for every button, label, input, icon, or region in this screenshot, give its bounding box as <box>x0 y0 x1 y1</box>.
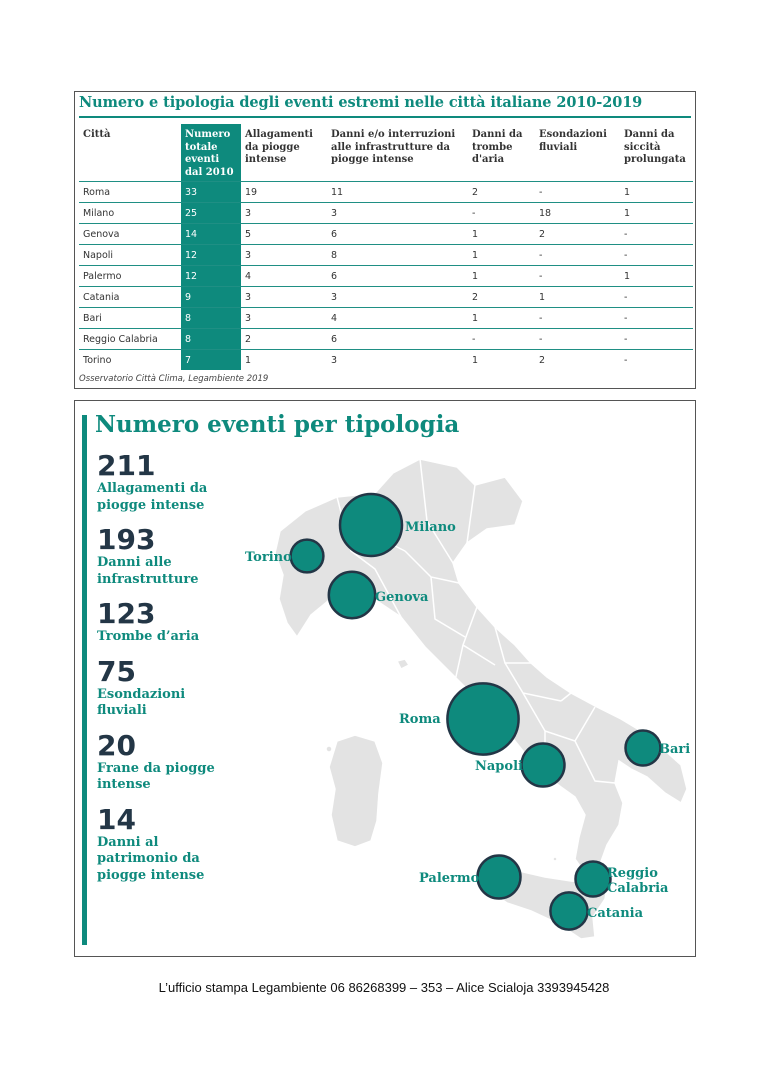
footer-contacts: L’ufficio stampa Legambiente 06 86268399 – 353 – Alice Scialoja 3393945428 <box>158 980 610 995</box>
table-row <box>79 245 693 266</box>
city-cell: Milano <box>79 203 181 224</box>
map-title: Numero eventi per tipologia <box>95 411 460 438</box>
city-cell: Palermo <box>79 266 181 287</box>
stat-label: Trombe d’aria <box>97 629 200 644</box>
header-esondazioni: Esondazioni fluviali <box>535 124 620 182</box>
table-cell: 5 <box>241 224 327 245</box>
city-label: Napoli <box>475 759 523 774</box>
table-cell: 1 <box>245 354 252 366</box>
table-cell: 2 <box>241 329 327 350</box>
table-cell: - <box>620 308 693 329</box>
table-cell: 1 <box>468 308 535 329</box>
events-table-panel <box>74 91 696 389</box>
table-cell: - <box>535 329 620 350</box>
table-cell: - <box>468 329 535 350</box>
table-cell: 19 <box>241 182 327 203</box>
stat-number: 211 <box>97 449 156 482</box>
stat-number: 20 <box>97 728 136 762</box>
table-row <box>79 224 693 245</box>
table-cell: - <box>535 182 620 203</box>
stat-number: 123 <box>97 597 156 630</box>
table-cell: 1 <box>468 224 535 245</box>
city-cell: Napoli <box>79 245 181 266</box>
city-label: Torino <box>245 550 292 565</box>
stat-number: 193 <box>97 523 156 556</box>
table-row <box>79 329 693 350</box>
table-cell: 18 <box>535 203 620 224</box>
total-events-cell: 14 <box>181 224 241 245</box>
city-bubbles <box>245 494 690 930</box>
total-events-cell: 25 <box>181 203 241 224</box>
table-cell: 6 <box>327 329 468 350</box>
city-bubble-roma <box>447 683 518 754</box>
table-cell: 2 <box>535 224 620 245</box>
city-bubble-milano <box>340 494 402 556</box>
total-events-cell: 9 <box>181 287 241 308</box>
stat-label: Esondazioni fluviali <box>97 686 186 718</box>
total-events-cell: 8 <box>181 329 241 350</box>
table-cell: 8 <box>327 245 468 266</box>
total-events-cell: 33 <box>181 182 241 203</box>
table-row <box>79 287 693 308</box>
table-cell: 1 <box>620 182 693 203</box>
table-cell: 3 <box>241 245 327 266</box>
city-bubble-reggio-calabria <box>576 862 611 897</box>
table-cell: - <box>620 329 693 350</box>
city-label: Palermo <box>419 871 480 886</box>
header-trombe-aria: Danni da trombe d'aria <box>468 124 535 182</box>
table-row <box>79 266 693 287</box>
table-cell: 3 <box>241 203 327 224</box>
table-row <box>79 308 693 329</box>
header-danni-infrastrutture: Danni e/o interruzioni alle infrastrutture da piogge intense <box>327 124 468 182</box>
city-cell: Torino <box>83 354 112 366</box>
table-cell: - <box>468 203 535 224</box>
table-cell: 6 <box>327 224 468 245</box>
city-cell: Roma <box>79 182 181 203</box>
total-events-cell: 12 <box>181 245 241 266</box>
city-label: Reggio Calabria <box>607 866 669 896</box>
table-cell: - <box>535 308 620 329</box>
total-events-cell: 12 <box>181 266 241 287</box>
stat-label: Danni alle infrastrutture <box>97 555 199 587</box>
header-allagamenti: Allagamenti da piogge intense <box>241 124 327 182</box>
table-row <box>79 182 693 203</box>
city-bubble-catania <box>550 892 587 929</box>
city-bubble-torino <box>291 540 324 573</box>
city-bubble-genova <box>329 572 375 618</box>
title-divider <box>79 116 691 118</box>
table-cell: - <box>620 287 693 308</box>
map-panel <box>74 400 696 957</box>
table-cell: 6 <box>327 266 468 287</box>
city-label: Genova <box>375 590 429 605</box>
stat-label: Allagamenti da piogge intense <box>97 481 208 513</box>
total-events-cell: 8 <box>181 308 241 329</box>
table-row <box>79 350 693 371</box>
city-cell: Reggio Calabria <box>79 329 181 350</box>
city-cell: Catania <box>79 287 181 308</box>
header-siccita: Danni da siccità prolungata <box>620 124 693 182</box>
table-cell: 3 <box>327 203 468 224</box>
table-cell: - <box>620 224 693 245</box>
table-cell: 1 <box>535 287 620 308</box>
header-numero-totale: Numero totale eventi dal 2010 <box>181 124 241 182</box>
table-cell: 1 <box>472 354 479 366</box>
header-citta: Città <box>79 124 181 182</box>
table-cell: 11 <box>327 182 468 203</box>
city-bubble-palermo <box>478 856 521 899</box>
table-cell: 4 <box>241 266 327 287</box>
total-events-cell: 7 <box>181 350 241 371</box>
table-cell: 2 <box>468 287 535 308</box>
table-cell: 1 <box>620 266 693 287</box>
city-label: Roma <box>399 712 441 727</box>
table-cell: 4 <box>327 308 468 329</box>
table-cell: - <box>535 266 620 287</box>
city-bubble-napoli <box>522 744 565 787</box>
table-source: Osservatorio Città Clima, Legambiente 2019 <box>79 374 269 384</box>
table-cell: 1 <box>620 203 693 224</box>
stat-number: 14 <box>97 802 136 836</box>
stat-label: Danni al patrimonio da piogge intense <box>97 834 205 883</box>
table-cell: 3 <box>241 287 327 308</box>
table-cell: 3 <box>331 354 338 366</box>
table-cell: 3 <box>241 308 327 329</box>
table-cell: 2 <box>539 354 546 366</box>
elba-island <box>397 659 409 669</box>
table-cell: - <box>624 354 628 366</box>
city-label: Milano <box>405 520 456 535</box>
table-title: Numero e tipologia degli eventi estremi nelle città italiane 2010-2019 <box>79 94 643 111</box>
table-header-row <box>79 124 693 182</box>
table-row <box>79 203 693 224</box>
city-cell: Bari <box>79 308 181 329</box>
stat-number: 75 <box>97 654 136 688</box>
table-cell: 1 <box>468 266 535 287</box>
table-cell: 2 <box>468 182 535 203</box>
sardinia <box>329 735 383 847</box>
city-bubble-bari <box>626 731 661 766</box>
events-table <box>79 124 693 370</box>
city-label: Bari <box>659 742 691 757</box>
city-cell: Genova <box>79 224 181 245</box>
table-cell: 3 <box>327 287 468 308</box>
italy-map <box>75 401 695 956</box>
table-cell: 1 <box>468 245 535 266</box>
table-cell: - <box>535 245 620 266</box>
city-label: Catania <box>587 906 644 921</box>
stat-label: Frane da piogge intense <box>97 760 215 792</box>
table-cell: - <box>620 245 693 266</box>
